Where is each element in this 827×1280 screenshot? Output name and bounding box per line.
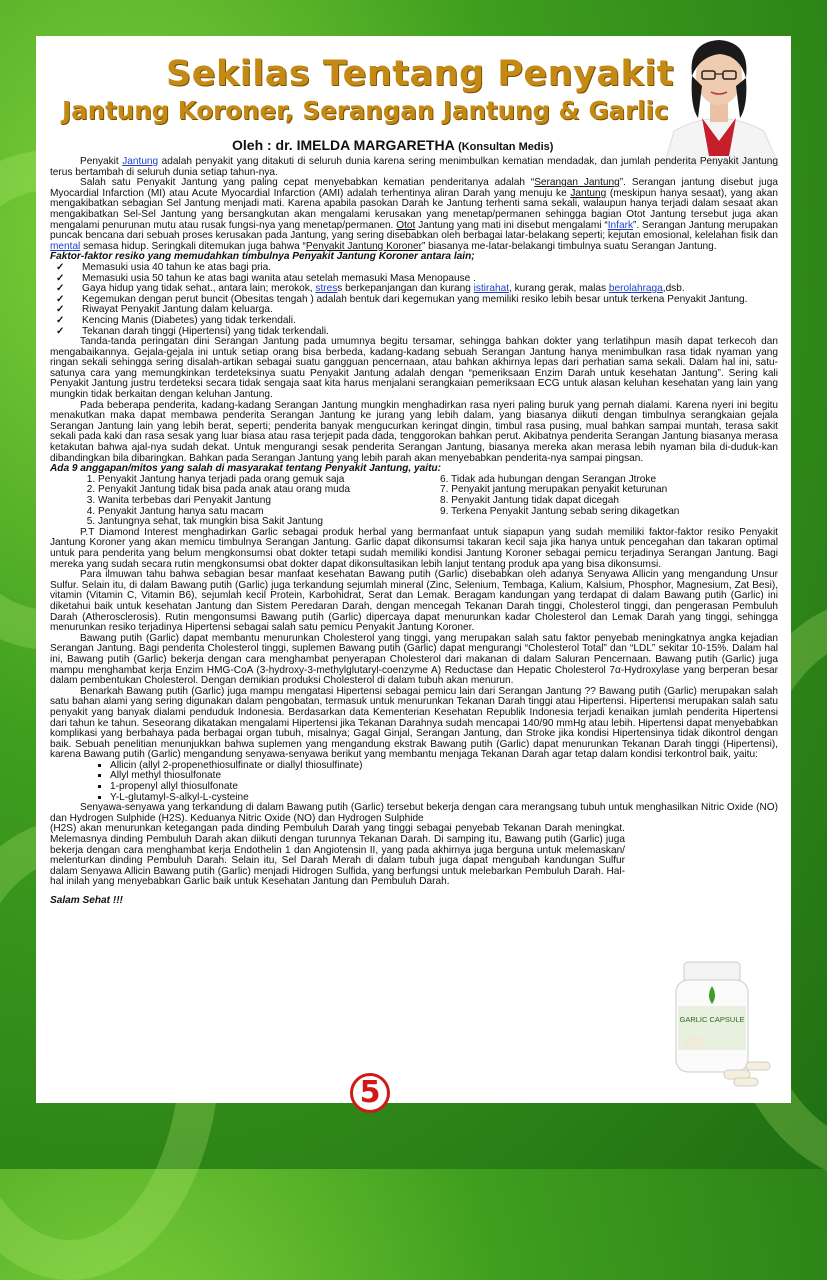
list-item: ▪ Y-L-glutamyl-S-alkyl-L-cysteine [110,793,778,804]
article-page [36,36,791,1103]
title-line-1: Sekilas Tentang Penyakit [166,54,674,94]
link-berolahraga[interactable]: berolahraga [608,283,663,295]
underline-otot: Otot [396,219,416,231]
author-name: Oleh : dr. IMELDA MARGARETHA [232,137,455,153]
list-item: ▪ Allyl methyl thiosulfonate [110,771,778,782]
underline-pjk: Penyakit Jantung Koroner [305,240,423,252]
link-stres[interactable]: stres [315,283,338,295]
paragraph-8: Benarkah Bawang putih (Garlic) juga mampu mengatasi Hipertensi sebagai pemicu lain dari Serangan Jantung ?? Bawang putih (Garlic) merupakan salah satu bahan alami yang sering digunakan dalam pengobatan, termasuk untuk menurunkan Tekanan Darah tinggi atau Hipertensi. Hipertensi merupakan salah satu penyakit yang banyak dialami penduduk Indonesia. Berdasarkan data Kementerian Kesehatan Republik Indonesia terjadi kenaikan jumlah penderita Hipertensi dari tahun ke tahun. Seseorang dikatakan mengalami Hipertensi jika Tekanan Darahnya sudah mencapai 140/90 mmHg atau lebih. Hipertensi dapat menyebabkan komplikasi yang berbahaya pada berbagai organ tubuh, misalnya; Gagal Ginjal, Serangan Jantung, dan Stroke jika kondisi Hipertensinya tidak dikontrol dengan baik. Sebuah penelitian menunjukkan bahwa suplemen yang mengandung ekstrak Bawang putih (Garlic) dapat menurunkan Tekanan Darah tinggi (Hipertensi), karena Bawang putih (Garlic) mengandung senyawa-senyawa berikut yang membantu menjaga Tekanan Darah agar tetap dalam kondisi terkontrol baik, yaitu: [50,685,778,761]
closing-greeting: Salam Sehat !!! [50,895,123,906]
paragraph-6: Para ilmuwan tahu bahwa sebagian besar manfaat kesehatan Bawang putih (Garlic) disebabkan oleh adanya Senyawa Allicin yang mengandung Unsur Sulfur. Selain itu, di dalam Bawang putih (Garlic) juga terkandung sejumlah mineral (Zinc, Selenium, Tembaga, Kalium, Kalsium, Phosphor, Magnesium, Zat Besi), vitamin (Vitamin C, Vitamin B6), sejumlah kecil Protein, Karbohidrat, Serat dan Lemak. Beragam kandungan yang terdapat di dalam Bawang putih (Garlic) ini diketahui baik untuk kesehatan Jantung dan Sistem Peredaran Darah, dengan mencegah Tekanan Darah tinggi, Cholesterol tinggi, dan pengerasan Pembuluh Darah (Atherosclerosis). Rutin mengonsumsi Bawang putih (Garlic) dipercaya dapat menurunkan kadar Cholesterol dan Lemak Darah yang tinggi, sehingga menurunkan resiko terjadinya Hipertensi sebagai salah satu pemicu Penyakit Jantung Koroner. [50,569,778,634]
list-item: 8. Penyakit Jantung tidak dapat dicegah [440,495,620,506]
list-item: ▪ 1-propenyl allyl thiosulfonate [110,782,778,793]
bottle-label: GARLIC CAPSULE [679,1015,745,1024]
list-item: 5. Jantungnya sehat, tak mungkin bisa Sakit Jantung [98,517,778,528]
list-item: 6. Tidak ada hubungan dengan Serangan Jtroke [440,473,657,485]
paragraph-5: P.T Diamond Interest menghadirkan Garlic sebagai produk herbal yang bermanfaat untuk siapapun yang sudah memiliki faktor-faktor resiko Penyakit Jantung Koroner yang akan memicu timbulnya Serangan Jantung. Garlic dapat dikonsumsi takaran kecil saja jika hanya untuk pencegahan dan takaran optimal untuk para penderita yang belum mengkonsumsi obat dokter tetapi sudah memiliki kondisi Jantung Koroner sebagai pemicu terjadinya Serangan Jantung. Bagi mereka yang sudah secara rutin mengkonsumsi obat dokter dapat dikonsultasikan lebih lanjut tentang produk apa yang bisa dikonsumsi. [50,526,778,570]
link-jantung[interactable]: Jantung [122,156,159,167]
myth-list [50,475,778,528]
paragraph-9: Senyawa-senyawa yang terkandung di dalam Bawang putih (Garlic) tersebut bekerja dengan cara merangsang tubuh untuk menghasilkan Nitric Oxide (NO) dan Hydrogen Sulphide (H2S). Keduanya Nitric Oxide (NO) dan Hydrogen Sulphide [50,802,778,824]
article-body [50,157,778,907]
list-item: 1. Penyakit Jantung hanya terjadi pada orang gemuk saja [98,475,778,486]
underline-serangan-jantung: Serangan Jantung [534,177,620,189]
paragraph-4: Pada beberapa penderita, kadang-kadang Serangan Jantung mungkin menghadirkan rasa nyeri paling buruk yang pernah dialami. Karena nyeri ini begitu menakutkan maka dapat membawa penderita Serangan Jantung ke jurang yang lebih dalam, yang biasanya diikuti dengan timbulnya serangkaian gejala Serangan Jantung lain yang lebih berat, seperti; penderita banyak mengucurkan keringat dingin, timbul rasa pusing, mual bahkan sampai muntah, terasa sakit sekali pada kaki dan rasa sesak yang luar biasa atau rasa terjepit pada dada, tenggorokan bahkan perut. Akibatnya penderita Serangan Jantung biasanya merasa ketakutan bahwa ajal-nya sudah dekat. Untuk mengurangi sesak penderita Serangan Jantung, biasanya mereka akan merasa lebih nyaman bila di-duduk-kan dibandingkan bila dibaringkan. Bahkan pada Serangan Jantung yang lebih parah akan menyebabkan penderita-nya sampai pingsan. [50,399,778,464]
paragraph-2: Salah satu Penyakit Jantung yang paling cepat menyebabkan kematian penderitanya adalah “Serangan Jantung”. Serangan jantung disebut juga Myocardial Infarction (MI) atau Acute Myocardial Infarction (AMI) adalah terhentinya aliran Darah yang menuju ke Jantung (meskipun hanya sesaat), yang akan mengakibatkan sebagian Sel Jantung menjadi mati. Karena apabila pasokan Darah ke Jantung terhenti sama sekali, walaupun hanya terjadi dalam sesaat akan mengakibatkan Sel-Sel Jantung yang bersangkutan akan mengalami kerusakan yang menetap/permanen sehingga bagian Otot Jantung tersebut juga akan mengalami penurunan mutu atau rusak fungsi-nya yang menetap/permanen. Otot Jantung yang mati ini disebut mengalami “Infark”. Serangan Jantung merupakan puncak bencana dari sebuah proses kerusakan pada Jantung, yang sering disebabkan oleh berbagai latar-belakang seperti; kejutan emosional, kelelahan fisik dan mental semasa hidup. Seringkali ditemukan juga bahwa “Penyakit Jantung Koroner” biasanya me-latar-belakangi timbulnya suatu Serangan Jantung. [50,177,779,252]
author-byline [232,137,553,153]
link-istirahat[interactable]: istirahat [473,283,510,295]
list-item: ✓ Tekanan darah tinggi (Hipertensi) yang tidak terkendali. [82,327,778,338]
paragraph-3: Tanda-tanda peringatan dini Serangan Jantung pada umumnya begitu tersamar, sehingga bahkan dokter yang terlatihpun masih dapat terkecoh dan mengabaikannya. Gejala-gejala ini untuk setiap orang bisa berbeda, kadang-kadang sebuah Serangan Jantung hanya menimbulkan rasa tidak nyaman yang ringan sekali sehingga sering disalah-artikan sebagai suatu gangguan pencernaan, atau bahkan akhirnya lepas dari perhatian sama sekali. Dalam hal ini, satu-satunya cara yang memungkinkan terdeteksinya suatu Penyakit Jantung adalah dengan “pemeriksaan Enzim Darah untuk kesehatan Jantung”. Sering kali Penyakit Jantung justru terdeteksi secara tidak sengaja saat kita harus menjalani serangkaian pemeriksaan ECG untuk alasan keluhan kesehatan yang lain yang mungkin tidak berkaitan dengan keluhan Jantung. [50,336,778,401]
list-item: ✓ Kegemukan dengan perut buncit (Obesitas tengah ) adalah bentuk dari kegemukan yang memiliki resiko lebih besar untuk terkena Penyakit Jantung. [82,295,778,306]
paragraph-9-continued: (H2S) akan menurunkan ketegangan pada dinding Pembuluh Darah yang tinggi sebagai penyebab Tekanan Darah meningkat. Melemasnya dinding Pembuluh Darah akan diikuti dengan turunnya Tekanan Darah. Di samping itu, Bawang putih (Garlic) juga bekerja dengan cara menghambat kerja Endothelin 1 dan Angiotensin II, yang pada akhirnya juga berguna untuk melemaskan/ melenturkan dinding Pembuluh Darah. Selain itu, Sel Darah Merah di dalam tubuh juga dapat mengubah kandungan Sulfur dalam Senyawa Allicin Bawang putih (Garlic) menjadi Hidrogen Sulfida, yang berfungsi untuk melebarkan Pembuluh Darah. Hal-hal inilah yang menyebabkan Garlic baik untuk Kesehatan Jantung dan Pembuluh Darah. [50,823,625,888]
author-role: (Konsultan Medis) [458,141,554,153]
risk-list [50,263,778,337]
list-item: 2. Penyakit Jantung tidak bisa pada anak atau orang muda [98,485,778,496]
garlic-capsule-bottle [654,958,774,1088]
page-number: 5 [350,1073,390,1113]
myth-heading: Ada 9 anggapan/mitos yang salah di masyarakat tentang Penyakit Jantung, yaitu: [50,463,441,475]
list-item: ✓ Memasuki usia 50 tahun ke atas bagi wanita atau setelah memasuki Masa Menopause . [82,274,778,285]
paragraph-1: Penyakit Jantung adalah penyakit yang ditakuti di seluruh dunia karena sering menimbulkan kematian mendadak, dan jumlah penderita Penyakit Jantung terus bertambah di seluruh dunia setiap tahun-nya. [50,156,778,178]
paragraph-7: Bawang putih (Garlic) dapat membantu menurunkan Cholesterol yang tinggi, yang merupakan salah satu faktor penyebab meningkatnya angka kejadian Serangan Jantung. Bagi penderita Cholesterol tinggi, suplemen Bawang putih (Garlic) dapat mengurangi “Cholesterol Total” dan “LDL” sekitar 10-15%. Dalam hal ini, Bawang putih (Garlic) bekerja dengan cara menghambat penyerapan Cholesterol dari makanan di dalam Saluran Pencernaan. Bawang putih (Garlic) juga mampu menghambat kerja Enzim HMG-CoA (3-hydroxy-3-methylglutaryl-coenzyme A) Reductase dan Hepatic Cholesterol 7α-Hydroxylase yang berperan besar dalam pembentukan Cholesterol. Dengan demikian produksi Cholesterol di dalam tubuh akan menurun. [50,632,778,687]
myth-list-right [440,475,679,517]
list-item: 7. Penyakit jantung merupakan penyakit keturunan [440,484,668,496]
list-item: 9. Terkena Penyakit Jantung sebab sering dikagetkan [440,505,680,517]
title-line-2: Jantung Koroner, Serangan Jantung & Garlic [62,96,669,125]
list-item: ▪ Allicin (allyl 2-propenethiosulfinate or diallyl thiosulfinate) [110,761,778,772]
underline-jantung: Jantung [570,187,607,199]
list-item: ✓ Kencing Manis (Diabetes) yang tidak terkendali. [82,316,778,327]
list-item: ✓ Riwayat Penyakit Jantung dalam keluarga. [82,305,778,316]
author-photo [654,36,784,166]
list-item: ✓ Gaya hidup yang tidak sehat., antara lain; merokok, stress berkepanjangan dan kurang istirahat, kurang gerak, malas berolahraga,dsb. [82,284,778,295]
compound-list [50,761,778,803]
link-mental[interactable]: mental [50,240,81,252]
risk-heading: Faktor-faktor resiko yang memudahkan timbulnya Penyakit Jantung Koroner antara lain; [50,251,475,263]
list-item: ✓ Memasuki usia 40 tahun ke atas bagi pria. [82,263,778,274]
link-infark[interactable]: Infark [607,219,633,231]
list-item: 4. Penyakit Jantung hanya satu macam [98,507,778,518]
list-item: 3. Wanita terbebas dari Penyakit Jantung [98,496,778,507]
